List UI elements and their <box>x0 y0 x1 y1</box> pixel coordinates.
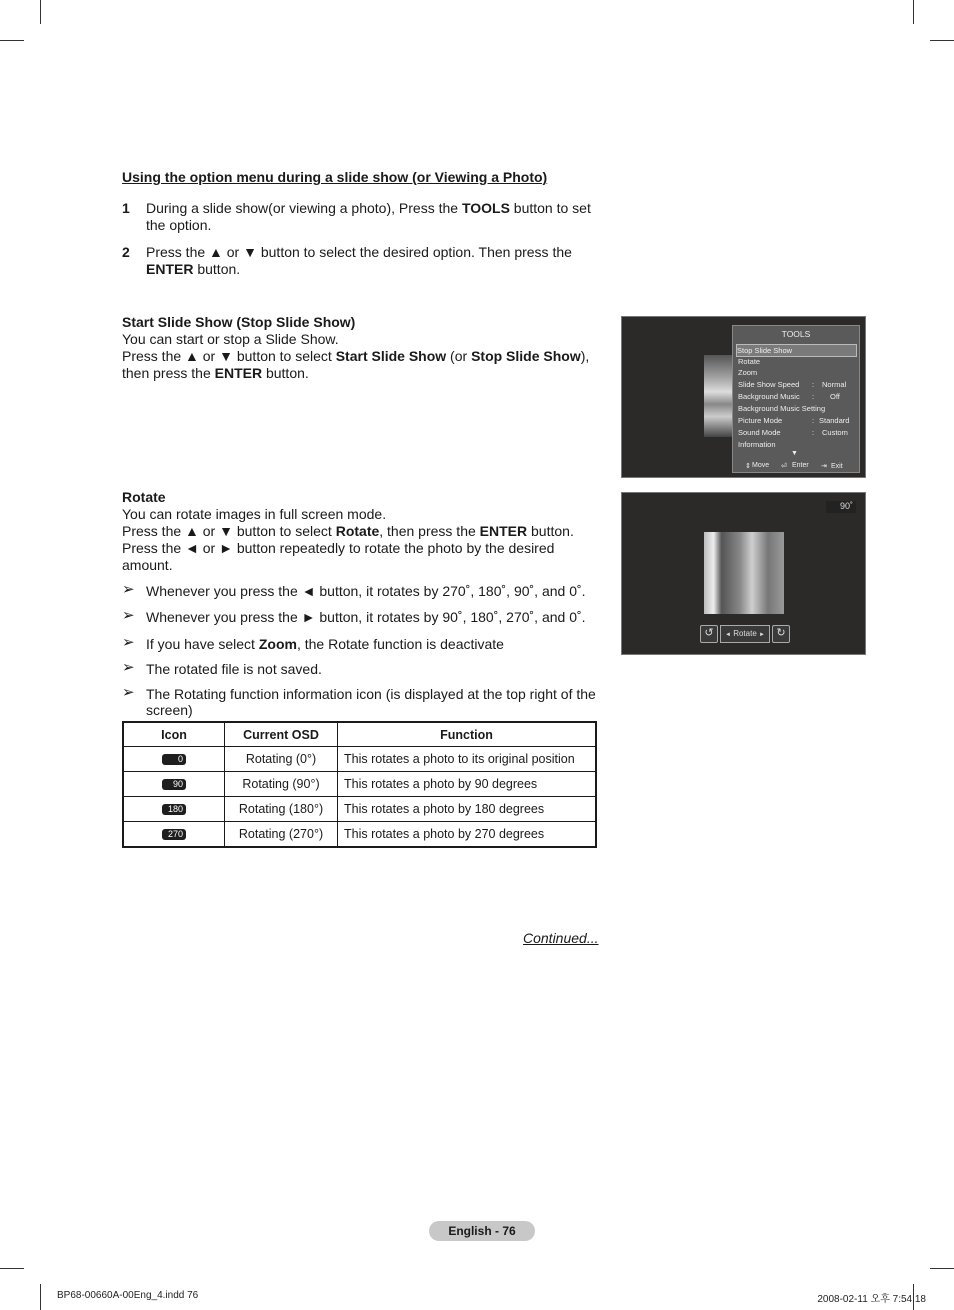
tools-item-label: Zoom <box>738 368 758 377</box>
tools-item[interactable] <box>738 427 853 438</box>
icon-cell <box>123 747 225 772</box>
note-item <box>122 609 597 625</box>
tools-item[interactable] <box>738 356 853 367</box>
text-bold: ENTER <box>479 523 528 539</box>
rotate-control[interactable] <box>720 625 770 643</box>
text-bold: Rotate <box>335 523 380 539</box>
rotate-section <box>122 489 597 574</box>
tools-item[interactable] <box>738 367 853 378</box>
text: Press the ▲ or ▼ button to select <box>122 523 336 539</box>
table-header: Current OSD <box>225 722 338 747</box>
move-label: Move <box>752 462 770 469</box>
tools-menu-screenshot <box>621 316 866 478</box>
crop-mark <box>930 40 954 41</box>
scroll-down-icon[interactable]: ▼ <box>791 450 798 457</box>
arrow-icon: ➢ <box>122 634 135 651</box>
step-bold: ENTER <box>146 261 194 277</box>
text-bold: Start Slide Show <box>335 348 447 364</box>
osd-cell: Rotating (270°) <box>225 822 338 848</box>
continued-label: Continued... <box>523 930 599 946</box>
table-row <box>123 747 596 772</box>
tools-item-sep: : <box>812 392 815 401</box>
osd-cell: Rotating (0°) <box>225 747 338 772</box>
table-header: Icon <box>123 722 225 747</box>
crop-mark <box>913 0 914 24</box>
step-text: button. <box>193 261 241 277</box>
tools-item-label: Slide Show Speed <box>738 380 800 389</box>
table-row <box>123 797 596 822</box>
tools-item-label: Picture Mode <box>738 416 783 425</box>
rotated-photo <box>704 532 784 614</box>
function-cell: This rotates a photo by 180 degrees <box>338 797 597 822</box>
rotate-line: Press the ◄ or ► button repeatedly to rotate the photo by the desired amount. <box>122 540 555 573</box>
text: button. <box>262 365 309 381</box>
rotation-indicator: 90˚ <box>826 501 856 513</box>
note-item <box>122 686 597 718</box>
footer-timestamp: 2008-02-11 오후 7:54:18 <box>817 1294 926 1305</box>
rotation-badge-icon: 0 <box>162 754 186 765</box>
note-text: Whenever you press the ► button, it rotates by 90˚, 180˚, 270˚, and 0˚. <box>146 609 586 625</box>
tools-menu <box>732 325 860 473</box>
step-number: 1 <box>122 200 130 216</box>
rotate-right-icon[interactable]: ↻ <box>772 625 790 643</box>
crop-mark <box>0 40 24 41</box>
note-item <box>122 661 597 677</box>
text-bold: ENTER <box>214 365 263 381</box>
rotate-screenshot <box>621 492 866 655</box>
rotate-line: You can rotate images in full screen mode. <box>122 506 387 522</box>
note-text: Whenever you press the ◄ button, it rotates by 270˚, 180˚, 90˚, and 0˚. <box>146 583 586 599</box>
tools-title: TOOLS <box>781 329 811 339</box>
tools-footer <box>733 462 859 476</box>
arrow-icon: ➢ <box>122 684 135 701</box>
tools-item[interactable] <box>738 379 853 390</box>
slideshow-heading: Start Slide Show (Stop Slide Show) <box>122 314 356 330</box>
step-number: 2 <box>122 244 130 260</box>
note-text: , the Rotate function is deactivate <box>296 636 504 652</box>
step-text: Press the ▲ or ▼ button to select the desired option. Then press the <box>146 244 572 260</box>
left-arrow-icon: ◄ <box>725 632 731 638</box>
rotate-line <box>122 523 597 540</box>
note-bold: Zoom <box>258 636 297 652</box>
exit-icon: ⇥ <box>821 463 827 470</box>
tools-item-sep: : <box>812 416 815 425</box>
tools-item-label: Background Music <box>738 392 800 401</box>
step-bold: TOOLS <box>461 200 510 216</box>
tools-item[interactable] <box>738 403 853 414</box>
function-cell: This rotates a photo to its original position <box>338 747 597 772</box>
function-cell: This rotates a photo by 270 degrees <box>338 822 597 848</box>
osd-cell: Rotating (180°) <box>225 797 338 822</box>
arrow-icon: ➢ <box>122 581 135 598</box>
rotate-left-icon[interactable]: ↺ <box>700 625 718 643</box>
crop-mark <box>40 0 41 24</box>
crop-mark <box>40 1284 41 1310</box>
tools-item[interactable] <box>738 415 853 426</box>
text: button. <box>527 523 574 539</box>
tools-item-label: Information <box>738 440 776 449</box>
function-cell: This rotates a photo by 90 degrees <box>338 772 597 797</box>
tools-item-label: Rotate <box>738 357 761 366</box>
osd-cell: Rotating (90°) <box>225 772 338 797</box>
move-icon: ⇕ <box>745 463 751 470</box>
slideshow-line <box>122 348 597 365</box>
arrow-icon: ➢ <box>122 607 135 624</box>
tools-item[interactable] <box>738 391 853 402</box>
table-row <box>123 822 596 848</box>
rotation-badge-icon: 90 <box>162 779 186 790</box>
text: , then press the <box>379 523 480 539</box>
footer-file-info: BP68-00660A-00Eng_4.indd 76 <box>57 1290 199 1301</box>
section-heading: Using the option menu during a slide show (or Viewing a Photo) <box>122 169 548 185</box>
right-arrow-icon: ► <box>759 632 765 638</box>
note-text: If you have select <box>146 636 259 652</box>
crop-mark <box>930 1268 954 1269</box>
crop-mark <box>0 1268 24 1269</box>
text: (or <box>446 348 472 364</box>
tools-item-sep: : <box>812 380 815 389</box>
table-header-row <box>123 722 596 747</box>
tools-item-value: Custom <box>822 428 848 437</box>
icon-cell <box>123 822 225 848</box>
icon-cell <box>123 772 225 797</box>
slideshow-line: You can start or stop a Slide Show. <box>122 331 339 347</box>
tools-item-value: Off <box>830 392 840 401</box>
arrow-icon: ➢ <box>122 659 135 676</box>
table-header: Function <box>338 722 597 747</box>
text: then press the <box>122 365 215 381</box>
slideshow-line <box>122 365 597 382</box>
rotation-badge-icon: 180 <box>162 804 186 815</box>
note-text: The Rotating function information icon (is displayed at the top right of the screen) <box>146 686 596 718</box>
tools-item-value: Standard <box>819 416 850 425</box>
photo-thumbnail <box>704 355 732 437</box>
text: Press the ▲ or ▼ button to select <box>122 348 336 364</box>
rotation-table <box>122 721 597 848</box>
step-1 <box>122 200 592 234</box>
step-text: button to set the option. <box>146 200 591 233</box>
table-row <box>123 772 596 797</box>
text-bold: Stop Slide Show <box>471 348 581 364</box>
slideshow-section <box>122 314 597 382</box>
enter-icon: ⏎ <box>781 463 787 470</box>
tools-item-label: Background Music Setting <box>738 404 826 413</box>
step-2 <box>122 244 592 278</box>
rotate-label: Rotate <box>733 629 757 638</box>
tools-item-label: Stop Slide Show <box>737 346 793 355</box>
rotation-badge-icon: 270 <box>162 829 186 840</box>
enter-label: Enter <box>792 462 809 469</box>
tools-item-label: Sound Mode <box>738 428 781 437</box>
note-item <box>122 583 597 599</box>
page-number-badge: English - 76 <box>429 1221 535 1241</box>
note-item <box>122 636 597 652</box>
icon-cell <box>123 797 225 822</box>
tools-item-value: Normal <box>822 380 847 389</box>
tools-item[interactable] <box>738 439 853 450</box>
tools-item-sep: : <box>812 428 815 437</box>
rotate-heading: Rotate <box>122 489 166 505</box>
note-text: The rotated file is not saved. <box>146 661 322 677</box>
text: ), <box>580 348 590 364</box>
exit-label: Exit <box>831 463 843 470</box>
step-text: During a slide show(or viewing a photo), Press the <box>146 200 462 216</box>
